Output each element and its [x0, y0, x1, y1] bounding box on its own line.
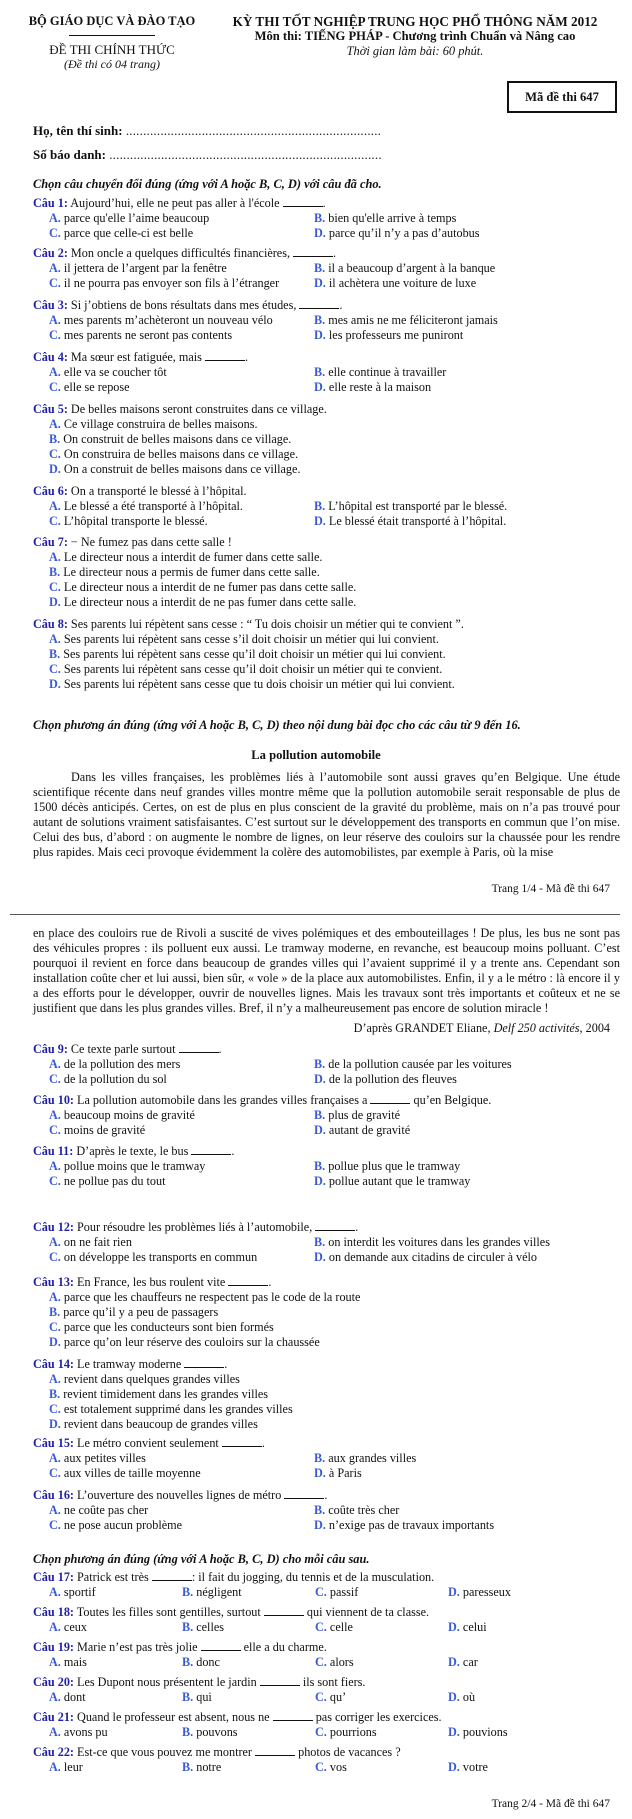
option-a[interactable]: A. Ce village construira de belles maisons. [49, 417, 258, 431]
option-b[interactable]: B. mes amis ne me féliciteront jamais [314, 313, 498, 327]
option-a[interactable]: A. pollue moins que le tramway [49, 1159, 206, 1173]
passage-part-2: en place des couloirs rue de Rivoli a suscité de vives polémiques et des embouteillages ! De plus, les bus ne sont pas des véhicules propres : ils polluent eux aussi. Le tramway moderne, en revanche, est beaucoup moins polluant. C’est pourquoi il revient en force dans beaucoup de grandes villes qui l’avaient supprimé il y a trente ans. Cependant son installation coûte cher et lui aussi, bien sûr, « vole » de la place aux automobilistes. Enfin, il y a le métro : là encore il y a des efforts pour le développer, ouvrir de nouvelles lignes. Mais les travaux sont très importants et coûteux et ne se justifient que dans les plus grandes villes. Bref, il n’y a malheureusement pas encore de solution miracle ! [33, 926, 620, 1016]
option-d[interactable]: D. parce qu’il n’y a pas d’autobus [314, 226, 480, 240]
section-2-instruction: Chọn phương án đúng (ứng với A hoặc B, C, D) theo nội dung bài đọc cho các câu từ 9 đến 16. [33, 718, 521, 732]
question-label: Câu 4: [33, 350, 68, 364]
option-d[interactable]: D. pouvions [448, 1725, 508, 1739]
answer-blank [370, 1093, 410, 1104]
answer-blank [299, 298, 339, 309]
option-c[interactable]: C. parce que les conducteurs sont bien formés [49, 1320, 274, 1334]
option-d[interactable]: D. à Paris [314, 1466, 362, 1480]
page-count-note: (Đề thi có 04 trang) [64, 57, 160, 71]
question-label: Câu 16: [33, 1488, 74, 1502]
passage-source: D’après GRANDET Eliane, Delf 250 activités, 2004 [353, 1021, 610, 1035]
option-c[interactable]: C. On construira de belles maisons dans ce village. [49, 447, 299, 461]
question-label: Câu 19: [33, 1640, 74, 1654]
question-10: Câu 10: La pollution automobile dans les grandes villes françaises a qu’en Belgique. A. beaucoup moins de gravité B. plus de gravité C. moins de gravité D. autant de gravité [33, 1093, 623, 1138]
option-c[interactable]: C. L’hôpital transporte le blessé. [49, 514, 208, 528]
exam-time: Thời gian làm bài: 60 phút. [346, 44, 484, 58]
passage-title: La pollution automobile [251, 748, 381, 762]
answer-blank [184, 1357, 224, 1368]
page-footer-1: Trang 1/4 - Mã đề thi 647 [491, 883, 610, 895]
question-8: Câu 8: Ses parents lui répètent sans cesse : “ Tu dois choisir un métier qui te convient ”. A. Ses parents lui répètent sans cesse s’il doit choisir un métier qui lui convient. B. Ses parents lui répètent sans cesse qu’il doit choisir un métier qui lui convient. C. Ses parents lui répètent sans cesse qu’il doit choisir un métier qui te convient. D. Ses parents lui répètent sans cesse que tu dois choisir un métier qui lui convient. [33, 617, 464, 691]
answer-blank [293, 246, 333, 257]
question-label: Câu 10: [33, 1093, 74, 1107]
option-d[interactable]: D. il achètera une voiture de luxe [314, 276, 477, 290]
option-a[interactable]: A. on ne fait rien [49, 1235, 132, 1249]
question-label: Câu 22: [33, 1745, 74, 1759]
option-a[interactable]: A. Le directeur nous a interdit de fumer dans cette salle. [49, 550, 323, 564]
option-c[interactable]: C. il ne pourra pas envoyer son fils à l’étranger [49, 276, 280, 290]
option-d[interactable]: D. où [448, 1690, 476, 1704]
question-label: Câu 12: [33, 1220, 74, 1234]
option-b[interactable]: B. On construit de belles maisons dans ce village. [49, 432, 292, 446]
option-b[interactable]: B. Le directeur nous a permis de fumer dans cette salle. [49, 565, 320, 579]
option-b[interactable]: B. L’hôpital est transporté par le blessé. [314, 499, 508, 513]
option-c[interactable]: C. mes parents ne seront pas contents [49, 328, 233, 342]
question-20: Câu 20: Les Dupont nous présentent le jardin ils sont fiers. A. dont B. qui C. qu’ D. où [33, 1675, 623, 1705]
option-d[interactable]: D. de la pollution des fleuves [314, 1072, 457, 1086]
option-a[interactable]: A. parce qu'elle l’aime beaucoup [49, 211, 210, 225]
option-b[interactable]: B. qui [182, 1690, 212, 1704]
question-label: Câu 20: [33, 1675, 74, 1689]
option-a[interactable]: A. Le blessé a été transporté à l’hôpital. [49, 499, 243, 513]
option-c[interactable]: C. passif [315, 1585, 359, 1599]
page-footer-2: Trang 2/4 - Mã đề thi 647 [491, 1798, 610, 1810]
option-c[interactable]: C. Le directeur nous a interdit de ne fumer pas dans cette salle. [49, 580, 357, 594]
answer-blank [179, 1042, 219, 1053]
candidate-id-label: Số báo danh: [33, 147, 106, 162]
question-label: Câu 15: [33, 1436, 74, 1450]
option-a[interactable]: A. ne coûte pas cher [49, 1503, 149, 1517]
option-b[interactable]: B. il a beaucoup d’argent à la banque [314, 261, 496, 275]
option-d[interactable]: D. votre [448, 1760, 488, 1774]
option-a[interactable]: A. ceux [49, 1620, 87, 1634]
option-a[interactable]: A. leur [49, 1760, 83, 1774]
option-b[interactable]: B. Ses parents lui répètent sans cesse qu’il doit choisir un métier qui lui convient. [49, 647, 446, 661]
question-21: Câu 21: Quand le professeur est absent, nous ne pas corriger les exercices. A. avons pu B. pouvons C. pourrions D. pouvions [33, 1710, 623, 1740]
option-d[interactable]: D. car [448, 1655, 478, 1669]
option-a[interactable]: A. de la pollution des mers [49, 1057, 181, 1071]
option-a[interactable]: A. mes parents m’achèteront un nouveau vélo [49, 313, 273, 327]
answer-blank [205, 350, 245, 361]
question-18: Câu 18: Toutes les filles sont gentilles, surtout qui viennent de ta classe. A. ceux B. celles C. celle D. celui [33, 1605, 623, 1635]
header-divider [69, 35, 155, 36]
question-label: Câu 6: [33, 484, 68, 498]
answer-blank [273, 1710, 313, 1721]
header-right [210, 14, 620, 59]
question-label: Câu 14: [33, 1357, 74, 1371]
option-c[interactable]: C. pourrions [315, 1725, 377, 1739]
answer-blank [283, 196, 323, 207]
question-1: Câu 1: Aujourd’hui, elle ne peut pas aller à l'école . A. parce qu'elle l’aime beaucoup B. bien qu'elle arrive à temps C. parce que celle-ci est belle D. parce qu’il n’y a pas d’autobus [33, 196, 623, 241]
question-label: Câu 7: [33, 535, 68, 549]
option-c[interactable]: C. qu’ [315, 1690, 347, 1704]
option-c[interactable]: C. moins de gravité [49, 1123, 146, 1137]
option-a[interactable]: A. mais [49, 1655, 87, 1669]
question-label: Câu 9: [33, 1042, 68, 1056]
option-b[interactable]: B. parce qu’il y a peu de passagers [49, 1305, 219, 1319]
option-c[interactable]: C. vos [315, 1760, 347, 1774]
passage-part-1: Dans les villes françaises, les problèmes liés à l’automobile sont aussi graves qu’en Belgique. Une étude scientifique récente dans neuf grandes villes montre même que la pollution automobile serait responsable de plus de 1500 décès anticipés. Certes, on est de plus en plus conscient de la gravité du problème, mais on n’a pas trouvé pour autant de solutions vraiment satisfaisantes. C’est surtout sur le développement des transports en commun que l’on mise. Celui des bus, d’abord : on augmente le nombre de lignes, on leur réserve des couloirs sur la chaussée pour les rendre plus rapides. Mais ceci provoque évidemment la colère des automobilistes, par exemple à Paris, où la mise [33, 770, 620, 860]
option-d[interactable]: D. revient dans beaucoup de grandes villes [49, 1417, 258, 1431]
candidate-id-dots[interactable]: ............................................................................... [109, 147, 382, 162]
question-2: Câu 2: Mon oncle a quelques difficultés financières, . A. il jettera de l’argent par la fenêtre B. il a beaucoup d’argent à la banque C. il ne pourra pas envoyer son fils à l’étranger D. il achètera une voiture de luxe [33, 246, 623, 291]
exam-title: KỲ THI TỐT NGHIỆP TRUNG HỌC PHỔ THÔNG NĂM 2012 [232, 14, 598, 29]
option-b[interactable]: B. revient timidement dans les grandes villes [49, 1387, 268, 1401]
question-17: Câu 17: Patrick est très : il fait du jogging, du tennis et de la musculation. A. sportif B. négligent C. passif D. paresseux [33, 1570, 623, 1600]
question-19: Câu 19: Marie n’est pas très jolie elle a du charme. A. mais B. donc C. alors D. car [33, 1640, 623, 1670]
answer-blank [191, 1144, 231, 1155]
question-5: Câu 5: De belles maisons seront construites dans ce village. A. Ce village construira de belles maisons. B. On construit de belles maisons dans ce village. C. On construira de belles maisons dans ce village. D. On a construit de belles maisons dans ce village. [33, 402, 327, 476]
section-1-instruction: Chọn câu chuyển đổi đúng (ứng với A hoặc B, C, D) với câu đã cho. [33, 177, 382, 191]
question-15: Câu 15: Le métro convient seulement . A. aux petites villes B. aux grandes villes C. aux villes de taille moyenne D. à Paris [33, 1436, 623, 1481]
question-22: Câu 22: Est-ce que vous pouvez me montrer photos de vacances ? A. leur B. notre C. vos D. votre [33, 1745, 623, 1775]
question-label: Câu 2: [33, 246, 68, 260]
option-c[interactable]: C. Ses parents lui répètent sans cesse qu’il doit choisir un métier qui te convient. [49, 662, 443, 676]
option-a[interactable]: A. avons pu [49, 1725, 108, 1739]
option-b[interactable]: B. donc [182, 1655, 220, 1669]
option-d[interactable]: D. Le blessé était transporté à l’hôpital. [314, 514, 507, 528]
question-3: Câu 3: Si j’obtiens de bons résultats dans mes études, . A. mes parents m’achèteront un nouveau vélo B. mes amis ne me féliciteront jamais C. mes parents ne seront pas contents D. les professeurs me puniront [33, 298, 623, 343]
ministry-name: BỘ GIÁO DỤC VÀ ĐÀO TẠO [28, 14, 196, 28]
section-3-instruction: Chọn phương án đúng (ứng với A hoặc B, C, D) cho mỗi câu sau. [33, 1552, 370, 1566]
option-c[interactable]: C. aux villes de taille moyenne [49, 1466, 201, 1480]
option-d[interactable]: D. elle reste à la maison [314, 380, 432, 394]
candidate-name-label: Họ, tên thí sinh: [33, 123, 123, 138]
answer-blank [284, 1488, 324, 1499]
option-b[interactable]: B. plus de gravité [314, 1108, 400, 1122]
option-c[interactable]: C. est totalement supprimé dans les grandes villes [49, 1402, 293, 1416]
option-b[interactable]: B. pollue plus que le tramway [314, 1159, 461, 1173]
option-b[interactable]: B. bien qu'elle arrive à temps [314, 211, 457, 225]
exam-code-box: Mã đề thi 647 [507, 81, 617, 113]
option-b[interactable]: B. pouvons [182, 1725, 238, 1739]
question-16: Câu 16: L’ouverture des nouvelles lignes de métro . A. ne coûte pas cher B. coûte très cher C. ne pose aucun problème D. n’exige pas de travaux importants [33, 1488, 623, 1533]
question-label: Câu 11: [33, 1144, 74, 1158]
question-4: Câu 4: Ma sœur est fatiguée, mais . A. elle va se coucher tôt B. elle continue à travailler C. elle se repose D. elle reste à la maison [33, 350, 623, 395]
answer-blank [315, 1220, 355, 1231]
option-b[interactable]: B. notre [182, 1760, 222, 1774]
question-label: Câu 17: [33, 1570, 74, 1584]
option-b[interactable]: B. coûte très cher [314, 1503, 400, 1517]
answer-blank [255, 1745, 295, 1756]
answer-blank [201, 1640, 241, 1651]
option-d[interactable]: D. parce qu’on leur réserve des couloirs sur la chaussée [49, 1335, 320, 1349]
option-a[interactable]: A. aux petites villes [49, 1451, 146, 1465]
option-d[interactable]: D. paresseux [448, 1585, 511, 1599]
option-a[interactable]: A. parce que les chauffeurs ne respectent pas le code de la route [49, 1290, 361, 1304]
option-b[interactable]: B. aux grandes villes [314, 1451, 417, 1465]
candidate-name-field[interactable] [33, 123, 381, 138]
option-a[interactable]: A. Ses parents lui répètent sans cesse s’il doit choisir un métier qui lui convient. [49, 632, 439, 646]
option-a[interactable]: A. revient dans quelques grandes villes [49, 1372, 240, 1386]
option-a[interactable]: A. dont [49, 1690, 86, 1704]
question-13: Câu 13: En France, les bus roulent vite . A. parce que les chauffeurs ne respectent pas le code de la route B. parce qu’il y a peu de passagers C. parce que les conducteurs sont bien formés D. parce qu’on leur réserve des couloirs sur la chaussée [33, 1275, 361, 1349]
option-b[interactable]: B. négligent [182, 1585, 242, 1599]
option-d[interactable]: D. celui [448, 1620, 487, 1634]
option-a[interactable]: A. sportif [49, 1585, 96, 1599]
option-d[interactable]: D. Le directeur nous a interdit de ne pas fumer dans cette salle. [49, 595, 357, 609]
option-b[interactable]: B. de la pollution causée par les voitures [314, 1057, 512, 1071]
option-d[interactable]: D. On a construit de belles maisons dans ce village. [49, 462, 301, 476]
option-a[interactable]: A. il jettera de l’argent par la fenêtre [49, 261, 227, 275]
option-d[interactable]: D. autant de gravité [314, 1123, 411, 1137]
exam-page-2 [0, 920, 632, 1819]
option-c[interactable]: C. elle se repose [49, 380, 130, 394]
option-d[interactable]: D. on demande aux citadins de circuler à vélo [314, 1250, 538, 1264]
candidate-name-dots[interactable]: .......................................................................... [125, 123, 382, 138]
answer-blank [264, 1605, 304, 1616]
question-label: Câu 8: [33, 617, 68, 631]
option-b[interactable]: B. on interdit les voitures dans les grandes villes [314, 1235, 550, 1249]
question-label: Câu 1: [33, 196, 68, 210]
option-c[interactable]: C. celle [315, 1620, 353, 1634]
option-b[interactable]: B. elle continue à travailler [314, 365, 447, 379]
question-7: Câu 7: − Ne fumez pas dans cette salle ! A. Le directeur nous a interdit de fumer dans cette salle. B. Le directeur nous a permis de fumer dans cette salle. C. Le directeur nous a interdit de ne fumer pas dans cette salle. D. Le directeur nous a interdit de ne pas fumer dans cette salle. [33, 535, 357, 609]
option-d[interactable]: D. pollue autant que le tramway [314, 1174, 471, 1188]
question-11: Câu 11: D’après le texte, le bus . A. pollue moins que le tramway B. pollue plus que le tramway C. ne pollue pas du tout D. pollue autant que le tramway [33, 1144, 623, 1189]
question-14: Câu 14: Le tramway moderne . A. revient dans quelques grandes villes B. revient timidement dans les grandes villes C. est totalement supprimé dans les grandes villes D. revient dans beaucoup de grandes villes [33, 1357, 293, 1431]
option-c[interactable]: C. on développe les transports en commun [49, 1250, 258, 1264]
question-12: Câu 12: Pour résoudre les problèmes liés à l’automobile, . A. on ne fait rien B. on interdit les voitures dans les grandes villes C. on développe les transports en commun D. on demande aux citadins de circuler à vélo [33, 1220, 623, 1265]
option-c[interactable]: C. ne pollue pas du tout [49, 1174, 166, 1188]
candidate-id-field[interactable] [33, 147, 382, 162]
option-d[interactable]: D. les professeurs me puniront [314, 328, 464, 342]
option-c[interactable]: C. alors [315, 1655, 354, 1669]
option-c[interactable]: C. de la pollution du sol [49, 1072, 167, 1086]
option-a[interactable]: A. elle va se coucher tôt [49, 365, 167, 379]
option-c[interactable]: C. ne pose aucun problème [49, 1518, 183, 1532]
answer-blank [152, 1570, 192, 1581]
question-label: Câu 13: [33, 1275, 74, 1289]
exam-subject: Môn thi: TIẾNG PHÁP - Chương trình Chuẩn và Nâng cao [254, 29, 576, 43]
option-d[interactable]: D. Ses parents lui répètent sans cesse que tu dois choisir un métier qui lui convient. [49, 677, 455, 691]
answer-blank [260, 1675, 300, 1686]
official-label: ĐỀ THI CHÍNH THỨC [49, 42, 175, 57]
page-separator [10, 914, 620, 915]
option-d[interactable]: D. n’exige pas de travaux importants [314, 1518, 495, 1532]
option-c[interactable]: C. parce que celle-ci est belle [49, 226, 194, 240]
question-label: Câu 18: [33, 1605, 74, 1619]
question-label: Câu 21: [33, 1710, 74, 1724]
answer-blank [222, 1436, 262, 1447]
question-9: Câu 9: Ce texte parle surtout . A. de la pollution des mers B. de la pollution causée par les voitures C. de la pollution du sol D. de la pollution des fleuves [33, 1042, 623, 1087]
option-b[interactable]: B. celles [182, 1620, 224, 1634]
question-6: Câu 6: On a transporté le blessé à l’hôpital. A. Le blessé a été transporté à l’hôpital. B. L’hôpital est transporté par le blessé. C. L’hôpital transporte le blessé. D. Le blessé était transporté à l’hôpital. [33, 484, 623, 529]
option-a[interactable]: A. beaucoup moins de gravité [49, 1108, 195, 1122]
question-label: Câu 5: [33, 402, 68, 416]
question-label: Câu 3: [33, 298, 68, 312]
answer-blank [228, 1275, 268, 1286]
header-left [22, 14, 202, 72]
